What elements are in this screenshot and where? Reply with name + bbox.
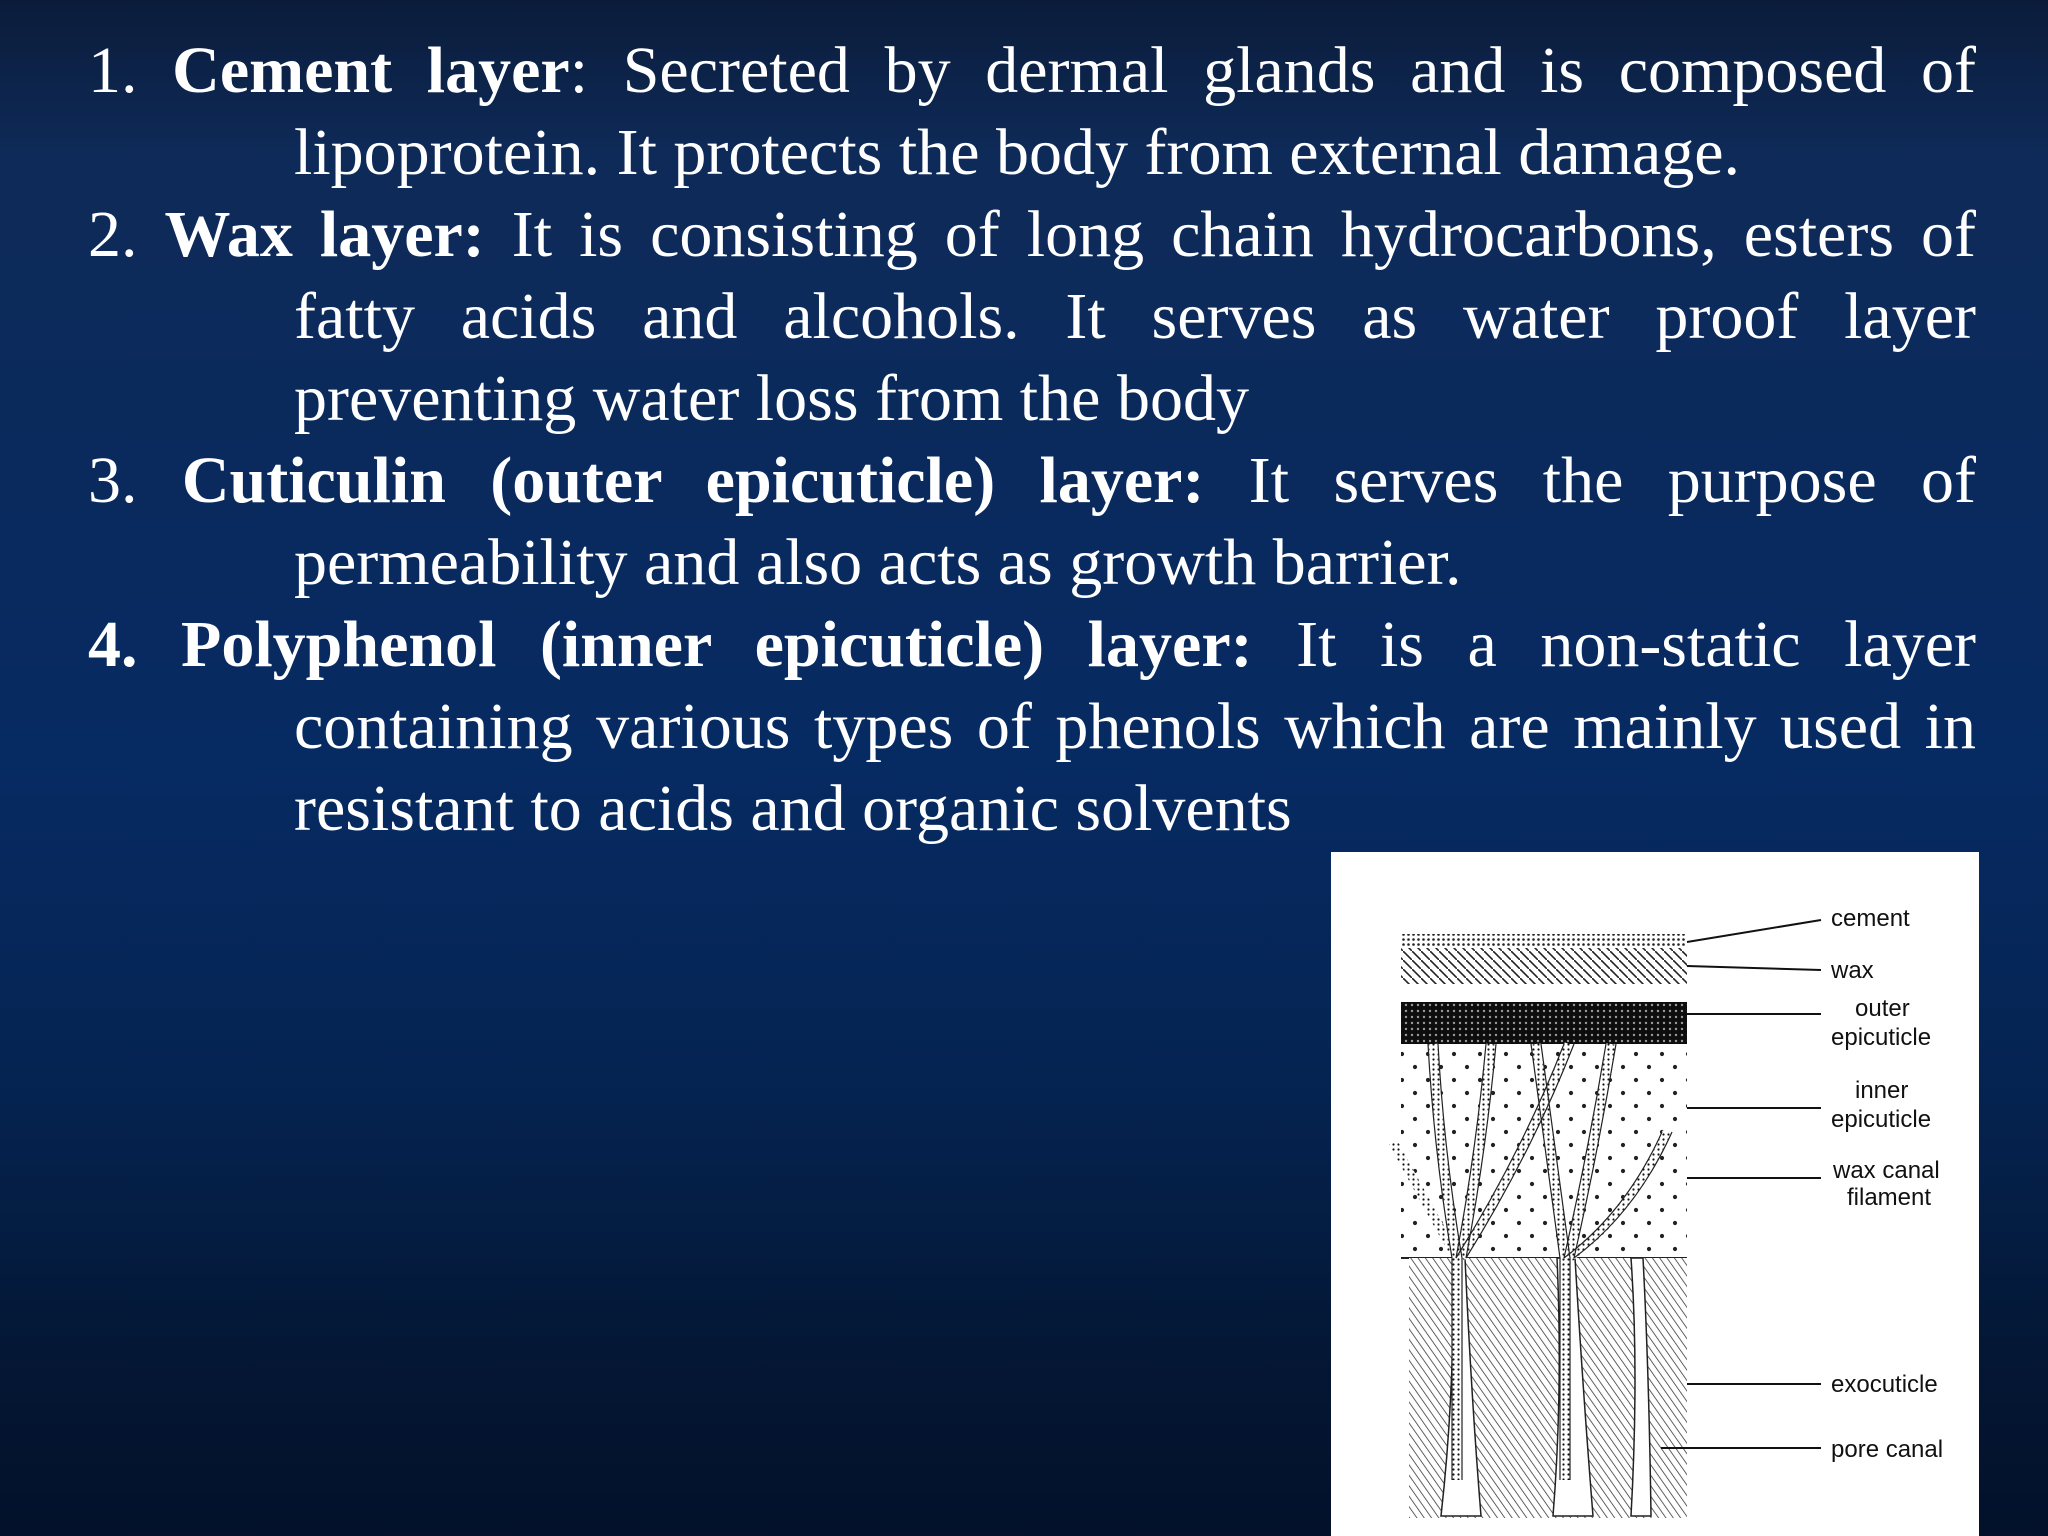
outer-epicuticle-layer [1401,1002,1687,1044]
item-separator [485,198,512,271]
item-number: 1. [88,34,138,107]
item-term: Wax layer: [164,198,485,271]
list-item-polyphenol [88,604,1976,850]
label-inner-epicuticle: inner [1855,1077,1909,1104]
wax-layer [1401,948,1687,984]
item-number: 2. [88,198,138,271]
item-description: It is a non-static layer containing various types of phenols which are mainly used in resistant to acids and organic solvents [294,608,1977,845]
cement-layer [1401,934,1687,948]
item-separator [1204,444,1248,517]
label-wax-canal-filament: filament [1847,1184,1932,1211]
item-description: It is consisting of long chain hydrocarbons, esters of fatty acids and alcohols. It serves as water proof layer preventing water loss from the body [294,198,1976,435]
label-wax: wax [1831,957,1874,984]
label-exocuticle: exocuticle [1831,1371,1938,1398]
cuticle-diagram-svg [1331,852,1979,1536]
label-cement: cement [1831,905,1910,932]
cuticle-diagram [1331,852,1979,1536]
item-separator [1253,608,1297,681]
list-item-cuticulin [88,440,1976,604]
label-outer-epicuticle: epicuticle [1831,1024,1932,1051]
item-number: 3. [88,444,138,517]
item-description: It serves the purpose of permeability and also acts as growth barrier. [294,444,1976,599]
label-inner-epicuticle: epicuticle [1831,1106,1932,1133]
label-wax-canal-filament: wax canal [1833,1157,1940,1184]
list-item-cement [88,30,1976,194]
item-term: Polyphenol (inner epicuticle) layer: [181,608,1253,681]
item-number: 4. [88,608,138,681]
item-description: Secreted by dermal glands and is composed of lipoprotein. It protects the body from external damage. [294,34,1977,189]
slide-content [88,30,1976,850]
label-outer-epicuticle: outer [1855,995,1910,1022]
item-term: Cement layer [172,34,570,107]
list-item-wax [88,194,1976,440]
item-separator: : [569,34,623,107]
label-pore-canal: pore canal [1831,1436,1944,1463]
item-term: Cuticulin (outer epicuticle) layer: [181,444,1205,517]
